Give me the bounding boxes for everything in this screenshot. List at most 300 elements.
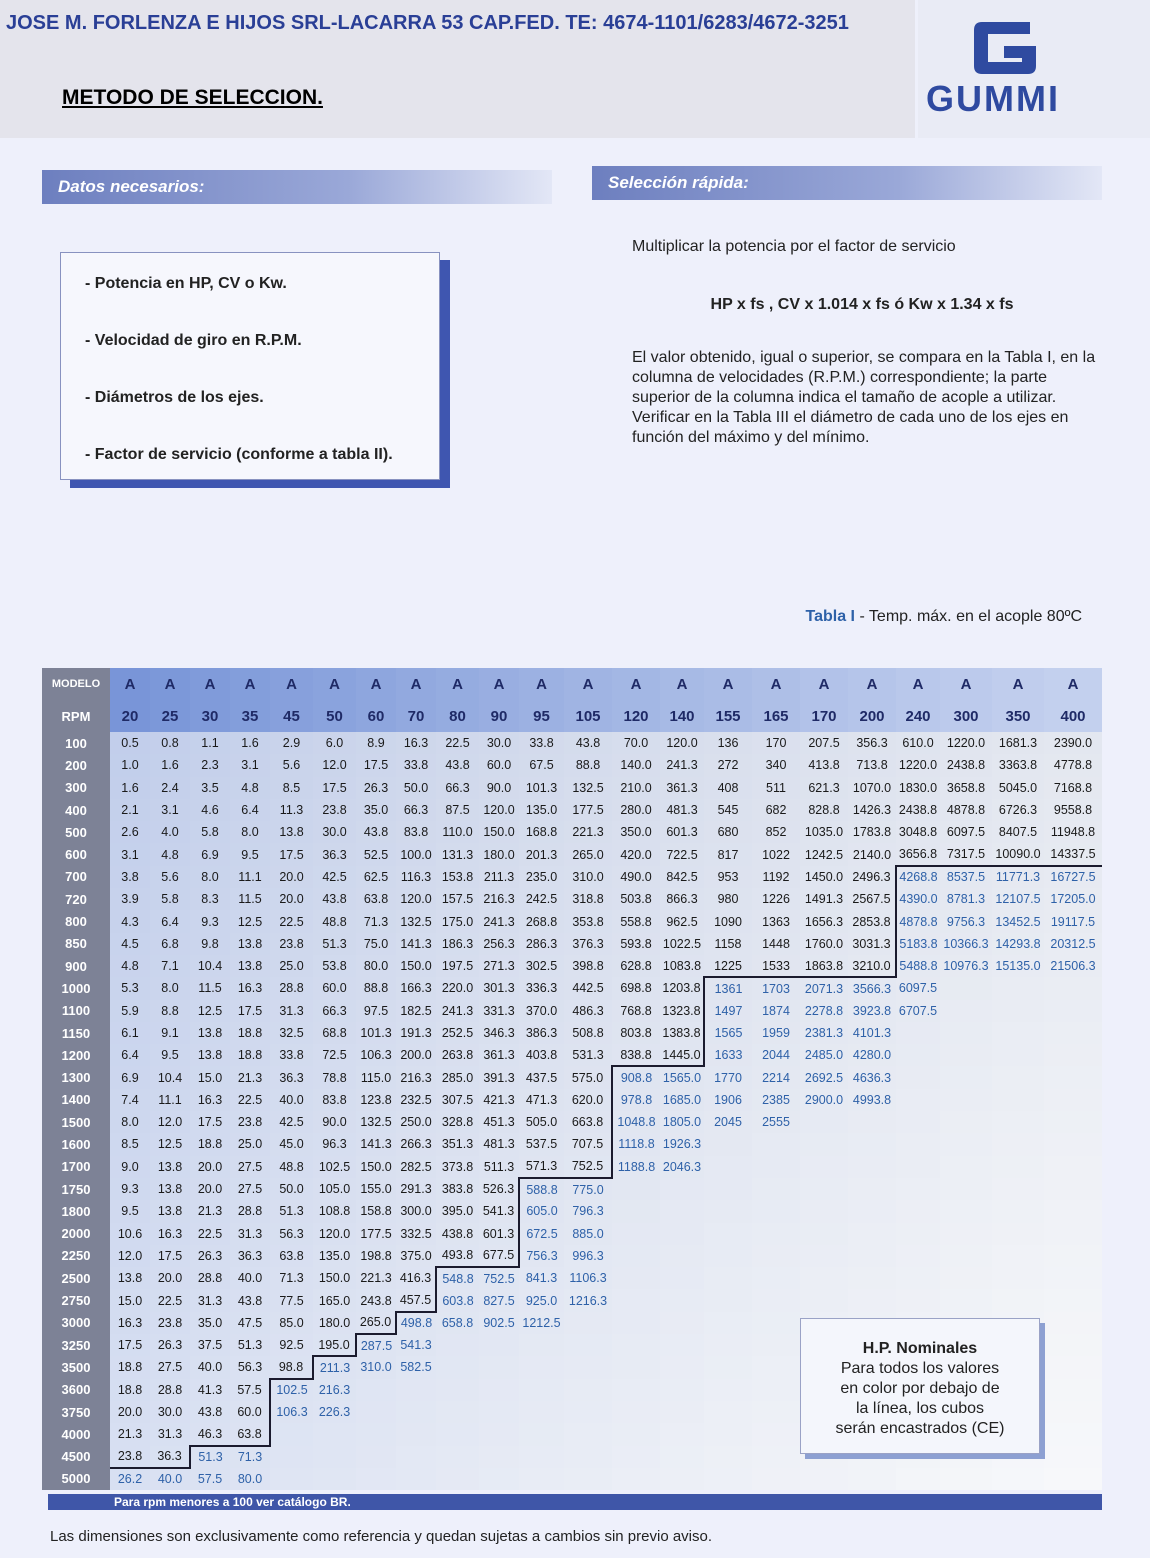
value-cell: 438.8 bbox=[436, 1223, 479, 1245]
required-item: - Diámetros de los ejes. bbox=[85, 389, 264, 406]
value-cell: 16.3 bbox=[190, 1089, 230, 1111]
table-row bbox=[42, 777, 1102, 799]
value-cell: 682 bbox=[752, 799, 800, 821]
model-prefix: A bbox=[848, 668, 896, 700]
model-size: 350 bbox=[992, 700, 1044, 732]
value-cell: 3566.3 bbox=[848, 977, 896, 999]
gummi-logo-text: GUMMI bbox=[926, 78, 1060, 119]
value-cell: 1445.0 bbox=[660, 1044, 704, 1066]
value-cell: 481.3 bbox=[660, 799, 704, 821]
value-cell bbox=[436, 1401, 479, 1423]
value-cell bbox=[612, 1423, 660, 1445]
value-cell bbox=[800, 1200, 848, 1222]
table-row bbox=[42, 1022, 1102, 1044]
value-cell: 373.8 bbox=[436, 1156, 479, 1178]
table-row bbox=[42, 732, 1102, 754]
value-cell: 442.5 bbox=[564, 977, 612, 999]
value-cell: 2900.0 bbox=[800, 1089, 848, 1111]
value-cell: 197.5 bbox=[436, 955, 479, 977]
value-cell: 6.0 bbox=[313, 732, 356, 754]
value-cell: 97.5 bbox=[356, 1000, 396, 1022]
value-cell bbox=[1044, 977, 1102, 999]
value-cell: 18.8 bbox=[190, 1133, 230, 1155]
value-cell bbox=[800, 1289, 848, 1311]
value-cell bbox=[940, 1267, 992, 1289]
value-cell: 135.0 bbox=[313, 1245, 356, 1267]
value-cell: 9.3 bbox=[110, 1178, 150, 1200]
value-cell: 232.5 bbox=[396, 1089, 436, 1111]
value-cell: 1216.3 bbox=[564, 1289, 612, 1311]
value-cell: 1770 bbox=[704, 1066, 752, 1088]
value-cell bbox=[1044, 1446, 1102, 1468]
value-cell: 7.4 bbox=[110, 1089, 150, 1111]
value-cell bbox=[940, 1000, 992, 1022]
value-cell: 101.3 bbox=[519, 777, 564, 799]
value-cell: 370.0 bbox=[519, 1000, 564, 1022]
value-cell bbox=[896, 1089, 940, 1111]
value-cell: 4268.8 bbox=[896, 866, 940, 888]
value-cell bbox=[800, 1178, 848, 1200]
value-cell bbox=[519, 1401, 564, 1423]
value-cell: 1874 bbox=[752, 1000, 800, 1022]
value-cell: 48.8 bbox=[270, 1156, 313, 1178]
value-cell bbox=[1044, 1423, 1102, 1445]
value-cell bbox=[940, 1223, 992, 1245]
value-cell: 63.8 bbox=[270, 1245, 313, 1267]
value-cell: 6.4 bbox=[110, 1044, 150, 1066]
value-cell: 4878.8 bbox=[896, 910, 940, 932]
value-cell: 526.3 bbox=[479, 1178, 519, 1200]
value-cell bbox=[896, 1066, 940, 1088]
value-cell: 17.5 bbox=[270, 843, 313, 865]
value-cell bbox=[992, 1267, 1044, 1289]
value-cell bbox=[1044, 1379, 1102, 1401]
value-cell: 23.8 bbox=[313, 799, 356, 821]
value-cell: 4.0 bbox=[150, 821, 190, 843]
value-cell: 2555 bbox=[752, 1111, 800, 1133]
table-row bbox=[42, 1468, 1102, 1490]
value-cell: 1681.3 bbox=[992, 732, 1044, 754]
value-cell: 962.5 bbox=[660, 910, 704, 932]
value-cell: 350.0 bbox=[612, 821, 660, 843]
value-cell: 17.5 bbox=[230, 1000, 270, 1022]
value-cell: 265.0 bbox=[356, 1312, 396, 1334]
value-cell bbox=[752, 1156, 800, 1178]
value-cell: 201.3 bbox=[519, 843, 564, 865]
model-size: 70 bbox=[396, 700, 436, 732]
value-cell bbox=[612, 1356, 660, 1378]
rpm-cell: 300 bbox=[42, 777, 110, 799]
value-cell: 42.5 bbox=[313, 866, 356, 888]
value-cell: 40.0 bbox=[190, 1356, 230, 1378]
value-cell: 198.8 bbox=[356, 1245, 396, 1267]
value-cell: 268.8 bbox=[519, 910, 564, 932]
value-cell: 195.0 bbox=[313, 1334, 356, 1356]
value-cell: 27.5 bbox=[230, 1156, 270, 1178]
value-cell: 40.0 bbox=[230, 1267, 270, 1289]
value-cell: 220.0 bbox=[436, 977, 479, 999]
value-cell bbox=[896, 1245, 940, 1267]
value-cell: 75.0 bbox=[356, 933, 396, 955]
model-prefix: A bbox=[110, 668, 150, 700]
value-cell bbox=[612, 1446, 660, 1468]
value-cell: 110.0 bbox=[436, 821, 479, 843]
value-cell: 77.5 bbox=[270, 1289, 313, 1311]
disclaimer: Las dimensiones son exclusivamente como referencia y quedan sujetas a cambios sin previo aviso. bbox=[50, 1528, 713, 1545]
value-cell: 457.5 bbox=[396, 1289, 436, 1311]
header-rpm: RPM bbox=[42, 700, 110, 732]
value-cell bbox=[940, 1468, 992, 1490]
value-cell: 140.0 bbox=[612, 754, 660, 776]
rpm-cell: 5000 bbox=[42, 1468, 110, 1490]
value-cell bbox=[479, 1468, 519, 1490]
value-cell bbox=[704, 1200, 752, 1222]
section-datos-necesarios: Datos necesarios: bbox=[42, 170, 552, 204]
hp-nominal-note bbox=[800, 1318, 1040, 1454]
value-cell: 1242.5 bbox=[800, 843, 848, 865]
value-cell: 62.5 bbox=[356, 866, 396, 888]
model-prefix: A bbox=[190, 668, 230, 700]
value-cell: 280.0 bbox=[612, 799, 660, 821]
value-cell: 87.5 bbox=[436, 799, 479, 821]
value-cell: 318.8 bbox=[564, 888, 612, 910]
value-cell: 361.3 bbox=[479, 1044, 519, 1066]
value-cell bbox=[1044, 1178, 1102, 1200]
value-cell: 827.5 bbox=[479, 1289, 519, 1311]
rpm-cell: 1150 bbox=[42, 1022, 110, 1044]
rpm-cell: 4500 bbox=[42, 1446, 110, 1468]
value-cell bbox=[396, 1468, 436, 1490]
value-cell: 32.5 bbox=[270, 1022, 313, 1044]
value-cell: 8.5 bbox=[270, 777, 313, 799]
value-cell: 9.3 bbox=[190, 910, 230, 932]
value-cell: 20.0 bbox=[190, 1178, 230, 1200]
value-cell: 216.3 bbox=[479, 888, 519, 910]
value-cell: 57.5 bbox=[190, 1468, 230, 1490]
value-cell: 1.1 bbox=[190, 732, 230, 754]
value-cell bbox=[519, 1446, 564, 1468]
model-prefix: A bbox=[479, 668, 519, 700]
value-cell: 6.4 bbox=[230, 799, 270, 821]
rpm-cell: 2250 bbox=[42, 1245, 110, 1267]
value-cell bbox=[313, 1446, 356, 1468]
value-cell: 211.3 bbox=[313, 1356, 356, 1378]
value-cell: 828.8 bbox=[800, 799, 848, 821]
table-row bbox=[42, 1267, 1102, 1289]
model-prefix: A bbox=[564, 668, 612, 700]
value-cell: 9.5 bbox=[110, 1200, 150, 1222]
value-cell: 43.8 bbox=[190, 1401, 230, 1423]
table-row bbox=[42, 1178, 1102, 1200]
value-cell: 16.3 bbox=[396, 732, 436, 754]
value-cell bbox=[479, 1423, 519, 1445]
value-cell: 51.3 bbox=[230, 1334, 270, 1356]
model-prefix: A bbox=[230, 668, 270, 700]
rpm-cell: 100 bbox=[42, 732, 110, 754]
value-cell bbox=[704, 1446, 752, 1468]
value-cell: 353.8 bbox=[564, 910, 612, 932]
value-cell: 36.3 bbox=[270, 1066, 313, 1088]
value-cell: 5.8 bbox=[190, 821, 230, 843]
value-cell: 2044 bbox=[752, 1044, 800, 1066]
value-cell: 575.0 bbox=[564, 1066, 612, 1088]
value-cell: 132.5 bbox=[564, 777, 612, 799]
value-cell: 386.3 bbox=[519, 1022, 564, 1044]
model-size: 105 bbox=[564, 700, 612, 732]
value-cell: 1048.8 bbox=[612, 1111, 660, 1133]
value-cell: 2214 bbox=[752, 1066, 800, 1088]
model-prefix: A bbox=[436, 668, 479, 700]
value-cell bbox=[752, 1200, 800, 1222]
value-cell bbox=[1044, 1089, 1102, 1111]
value-cell: 1426.3 bbox=[848, 799, 896, 821]
value-cell bbox=[1044, 1356, 1102, 1378]
value-cell: 31.3 bbox=[150, 1423, 190, 1445]
value-cell: 252.5 bbox=[436, 1022, 479, 1044]
value-cell: 1926.3 bbox=[660, 1133, 704, 1155]
value-cell: 12107.5 bbox=[992, 888, 1044, 910]
rpm-cell: 500 bbox=[42, 821, 110, 843]
rpm-cell: 3750 bbox=[42, 1401, 110, 1423]
value-cell: 72.5 bbox=[313, 1044, 356, 1066]
value-cell: 20.0 bbox=[110, 1401, 150, 1423]
value-cell bbox=[704, 1156, 752, 1178]
value-cell: 191.3 bbox=[396, 1022, 436, 1044]
value-cell: 68.8 bbox=[313, 1022, 356, 1044]
value-cell: 4778.8 bbox=[1044, 754, 1102, 776]
value-cell: 60.0 bbox=[479, 754, 519, 776]
value-cell: 511.3 bbox=[479, 1156, 519, 1178]
value-cell bbox=[896, 1133, 940, 1155]
model-prefix: A bbox=[800, 668, 848, 700]
value-cell: 30.0 bbox=[479, 732, 519, 754]
value-cell bbox=[704, 1223, 752, 1245]
value-cell: 66.3 bbox=[313, 1000, 356, 1022]
value-cell: 17.5 bbox=[313, 777, 356, 799]
value-cell: 28.8 bbox=[270, 977, 313, 999]
value-cell: 3210.0 bbox=[848, 955, 896, 977]
value-cell: 106.3 bbox=[356, 1044, 396, 1066]
value-cell bbox=[660, 1468, 704, 1490]
value-cell: 1083.8 bbox=[660, 955, 704, 977]
table-row bbox=[42, 910, 1102, 932]
value-cell: 1070.0 bbox=[848, 777, 896, 799]
value-cell bbox=[940, 1066, 992, 1088]
table-row bbox=[42, 843, 1102, 865]
value-cell: 558.8 bbox=[612, 910, 660, 932]
value-cell: 4993.8 bbox=[848, 1089, 896, 1111]
value-cell bbox=[1044, 1000, 1102, 1022]
rpm-cell: 600 bbox=[42, 843, 110, 865]
value-cell: 340 bbox=[752, 754, 800, 776]
value-cell: 96.3 bbox=[313, 1133, 356, 1155]
value-cell: 136 bbox=[704, 732, 752, 754]
value-cell: 3.8 bbox=[110, 866, 150, 888]
value-cell: 803.8 bbox=[612, 1022, 660, 1044]
value-cell bbox=[1044, 1133, 1102, 1155]
value-cell: 328.8 bbox=[436, 1111, 479, 1133]
value-cell: 978.8 bbox=[612, 1089, 660, 1111]
table-row bbox=[42, 1066, 1102, 1088]
rpm-cell: 1000 bbox=[42, 977, 110, 999]
value-cell bbox=[479, 1356, 519, 1378]
value-cell bbox=[704, 1423, 752, 1445]
page-title: METODO DE SELECCION. bbox=[62, 86, 323, 109]
value-cell: 21.3 bbox=[230, 1066, 270, 1088]
value-cell: 71.3 bbox=[270, 1267, 313, 1289]
value-cell: 925.0 bbox=[519, 1289, 564, 1311]
value-cell: 180.0 bbox=[313, 1312, 356, 1334]
hp-note-title: H.P. Nominales bbox=[862, 1340, 978, 1357]
value-cell: 80.0 bbox=[230, 1468, 270, 1490]
value-cell bbox=[1044, 1111, 1102, 1133]
value-cell: 1225 bbox=[704, 955, 752, 977]
value-cell bbox=[704, 1356, 752, 1378]
value-cell: 610.0 bbox=[896, 732, 940, 754]
value-cell: 980 bbox=[704, 888, 752, 910]
value-cell: 346.3 bbox=[479, 1022, 519, 1044]
value-cell: 256.3 bbox=[479, 933, 519, 955]
value-cell: 100.0 bbox=[396, 843, 436, 865]
value-cell bbox=[848, 1178, 896, 1200]
rpm-cell: 800 bbox=[42, 910, 110, 932]
value-cell bbox=[612, 1245, 660, 1267]
value-cell: 12.0 bbox=[110, 1245, 150, 1267]
value-cell: 10090.0 bbox=[992, 843, 1044, 865]
model-size: 20 bbox=[110, 700, 150, 732]
value-cell bbox=[940, 1156, 992, 1178]
value-cell bbox=[356, 1379, 396, 1401]
value-cell: 9.8 bbox=[190, 933, 230, 955]
value-cell bbox=[436, 1446, 479, 1468]
value-cell: 12.5 bbox=[230, 910, 270, 932]
value-cell: 35.0 bbox=[356, 799, 396, 821]
value-cell bbox=[270, 1468, 313, 1490]
value-cell: 45.0 bbox=[270, 1133, 313, 1155]
value-cell bbox=[612, 1379, 660, 1401]
value-cell: 3031.3 bbox=[848, 933, 896, 955]
table-row bbox=[42, 1044, 1102, 1066]
value-cell bbox=[660, 1289, 704, 1311]
value-cell bbox=[612, 1289, 660, 1311]
hp-note-line: Para todos los valores bbox=[840, 1360, 1000, 1377]
value-cell: 66.3 bbox=[436, 777, 479, 799]
value-cell: 16.3 bbox=[150, 1223, 190, 1245]
value-cell: 885.0 bbox=[564, 1223, 612, 1245]
value-cell: 796.3 bbox=[564, 1200, 612, 1222]
value-cell bbox=[1044, 1156, 1102, 1178]
value-cell: 53.8 bbox=[313, 955, 356, 977]
value-cell: 153.8 bbox=[436, 866, 479, 888]
value-cell: 10366.3 bbox=[940, 933, 992, 955]
value-cell: 57.5 bbox=[230, 1379, 270, 1401]
value-cell: 548.8 bbox=[436, 1267, 479, 1289]
selection-intro: Multiplicar la potencia por el factor de servicio bbox=[632, 238, 956, 255]
value-cell: 1.6 bbox=[230, 732, 270, 754]
value-cell: 88.8 bbox=[564, 754, 612, 776]
value-cell: 2567.5 bbox=[848, 888, 896, 910]
value-cell: 182.5 bbox=[396, 1000, 436, 1022]
value-cell: 51.3 bbox=[190, 1446, 230, 1468]
value-cell: 601.3 bbox=[479, 1223, 519, 1245]
value-cell: 6.1 bbox=[110, 1022, 150, 1044]
value-cell: 16.3 bbox=[230, 977, 270, 999]
value-cell: 658.8 bbox=[436, 1312, 479, 1334]
value-cell bbox=[752, 1379, 800, 1401]
value-cell: 30.0 bbox=[150, 1401, 190, 1423]
value-cell: 1805.0 bbox=[660, 1111, 704, 1133]
value-cell bbox=[564, 1423, 612, 1445]
model-size: 25 bbox=[150, 700, 190, 732]
value-cell: 13.8 bbox=[110, 1267, 150, 1289]
rpm-cell: 1100 bbox=[42, 1000, 110, 1022]
value-cell: 4101.3 bbox=[848, 1022, 896, 1044]
value-cell: 10976.3 bbox=[940, 955, 992, 977]
value-cell: 6.9 bbox=[190, 843, 230, 865]
value-cell: 23.8 bbox=[230, 1111, 270, 1133]
rpm-cell: 1750 bbox=[42, 1178, 110, 1200]
value-cell bbox=[356, 1401, 396, 1423]
value-cell: 1361 bbox=[704, 977, 752, 999]
value-cell: 1118.8 bbox=[612, 1133, 660, 1155]
value-cell: 271.3 bbox=[479, 955, 519, 977]
value-cell: 9558.8 bbox=[1044, 799, 1102, 821]
value-cell: 83.8 bbox=[396, 821, 436, 843]
value-cell: 2.6 bbox=[110, 821, 150, 843]
value-cell bbox=[848, 1200, 896, 1222]
selection-paragraph: El valor obtenido, igual o superior, se compara en la Tabla I, en la columna de velocidades (R.P.M.) correspondiente; la parte superior de la columna indica el tamaño de acople a utilizar. Verificar en la Tabla III el diámetro de cada uno de los ejes en función del máximo y del mínimo. bbox=[632, 349, 1096, 446]
value-cell: 200.0 bbox=[396, 1044, 436, 1066]
model-size: 165 bbox=[752, 700, 800, 732]
value-cell: 166.3 bbox=[396, 977, 436, 999]
value-cell: 13.8 bbox=[150, 1156, 190, 1178]
value-cell bbox=[1044, 1401, 1102, 1423]
value-cell: 391.3 bbox=[479, 1066, 519, 1088]
value-cell bbox=[436, 1379, 479, 1401]
value-cell bbox=[704, 1289, 752, 1311]
value-cell: 4.8 bbox=[150, 843, 190, 865]
value-cell bbox=[660, 1356, 704, 1378]
value-cell bbox=[800, 1267, 848, 1289]
value-cell: 1448 bbox=[752, 933, 800, 955]
value-cell: 12.0 bbox=[313, 754, 356, 776]
value-cell: 13.8 bbox=[190, 1022, 230, 1044]
value-cell: 2.3 bbox=[190, 754, 230, 776]
value-cell: 2045 bbox=[704, 1111, 752, 1133]
value-cell: 1022 bbox=[752, 843, 800, 865]
value-cell bbox=[848, 1156, 896, 1178]
value-cell: 2485.0 bbox=[800, 1044, 848, 1066]
value-cell: 11.5 bbox=[230, 888, 270, 910]
rpm-cell: 1300 bbox=[42, 1066, 110, 1088]
value-cell: 698.8 bbox=[612, 977, 660, 999]
value-cell bbox=[992, 977, 1044, 999]
value-cell bbox=[612, 1223, 660, 1245]
value-cell: 33.8 bbox=[270, 1044, 313, 1066]
value-cell: 1565 bbox=[704, 1022, 752, 1044]
value-cell: 26.3 bbox=[190, 1245, 230, 1267]
value-cell bbox=[992, 1111, 1044, 1133]
value-cell bbox=[1044, 1245, 1102, 1267]
value-cell: 22.5 bbox=[270, 910, 313, 932]
value-cell bbox=[660, 1401, 704, 1423]
value-cell: 16727.5 bbox=[1044, 866, 1102, 888]
value-cell: 235.0 bbox=[519, 866, 564, 888]
value-cell: 13452.5 bbox=[992, 910, 1044, 932]
value-cell: 158.8 bbox=[356, 1200, 396, 1222]
rpm-cell: 4000 bbox=[42, 1423, 110, 1445]
value-cell: 505.0 bbox=[519, 1111, 564, 1133]
